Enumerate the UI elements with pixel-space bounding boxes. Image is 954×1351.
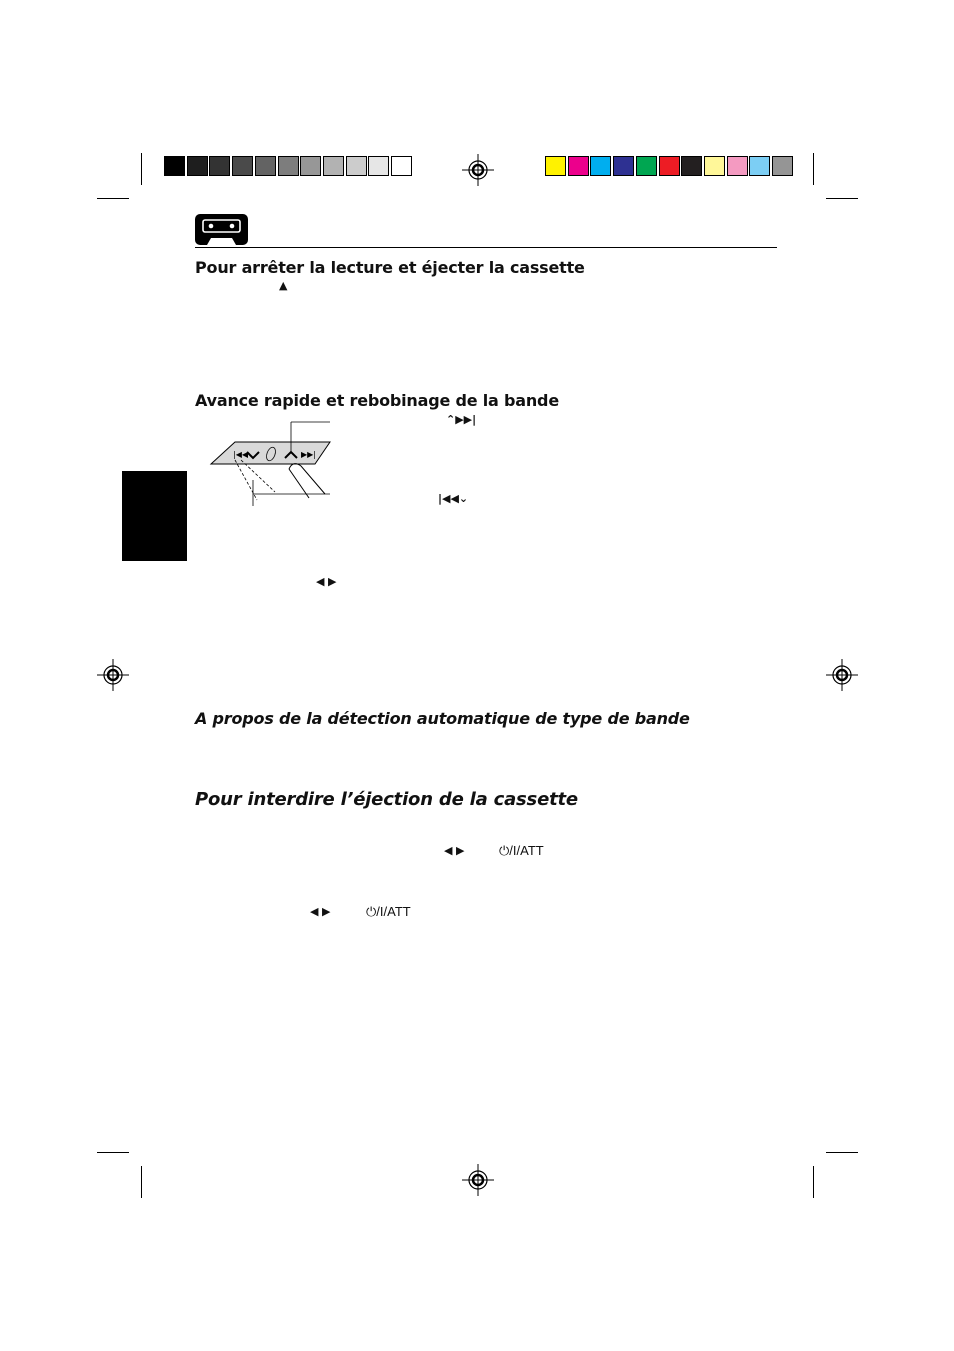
arrow-keys-symbol: ◀ ▶: [310, 905, 331, 918]
arrow-keys-symbol: ◀ ▶: [316, 575, 337, 588]
color-swatch: [704, 156, 725, 176]
att-button-label: ⏻/I/ATT: [499, 843, 544, 858]
crop-mark: [97, 1152, 129, 1153]
heading-ff-rewind: Avance rapide et rebobinage de la bande: [195, 391, 559, 410]
registration-mark-icon: [462, 154, 494, 186]
svg-text:▶▶|: ▶▶|: [301, 450, 316, 459]
color-swatch: [164, 156, 185, 176]
eject-symbol: ▲: [279, 279, 288, 292]
color-swatch: [590, 156, 611, 176]
color-swatch: [209, 156, 230, 176]
color-swatch: [681, 156, 702, 176]
arrow-keys-symbol: ◀ ▶: [444, 844, 465, 857]
crop-mark: [813, 1166, 814, 1198]
crop-mark: [97, 198, 129, 199]
color-swatch: [749, 156, 770, 176]
color-swatch: [727, 156, 748, 176]
crop-mark: [826, 1152, 858, 1153]
color-swatch: [255, 156, 276, 176]
color-swatch: [323, 156, 344, 176]
color-swatch: [368, 156, 389, 176]
header-rule: [195, 247, 777, 248]
cassette-icon: [195, 214, 248, 245]
color-swatch: [613, 156, 634, 176]
att-button-label: ⏻/I/ATT: [366, 904, 411, 919]
color-swatch: [568, 156, 589, 176]
heading-auto-detect: A propos de la détection automatique de type de bande: [195, 709, 690, 728]
heading-prohibit-eject: Pour interdire l’éjection de la cassette: [195, 789, 578, 810]
heading-stop-eject: Pour arrêter la lecture et éjecter la cassette: [195, 258, 585, 277]
color-swatch: [659, 156, 680, 176]
color-swatch: [300, 156, 321, 176]
language-side-tab: [122, 471, 187, 561]
registration-mark-icon: [826, 659, 858, 691]
color-swatch: [278, 156, 299, 176]
crop-mark: [826, 198, 858, 199]
rewind-symbol: |◀◀⌄: [438, 492, 469, 505]
crop-mark: [141, 1166, 142, 1198]
color-swatch: [187, 156, 208, 176]
color-swatch: [772, 156, 793, 176]
color-swatch: [636, 156, 657, 176]
registration-mark-icon: [462, 1164, 494, 1196]
color-swatch: [391, 156, 412, 176]
svg-text:|◀◀: |◀◀: [233, 450, 248, 459]
control-panel-illustration: [205, 414, 335, 506]
crop-mark: [813, 153, 814, 185]
crop-mark: [141, 153, 142, 185]
color-swatch: [545, 156, 566, 176]
registration-mark-icon: [97, 659, 129, 691]
color-swatch: [232, 156, 253, 176]
fast-forward-symbol: ⌃▶▶|: [446, 413, 477, 426]
color-swatch: [346, 156, 367, 176]
